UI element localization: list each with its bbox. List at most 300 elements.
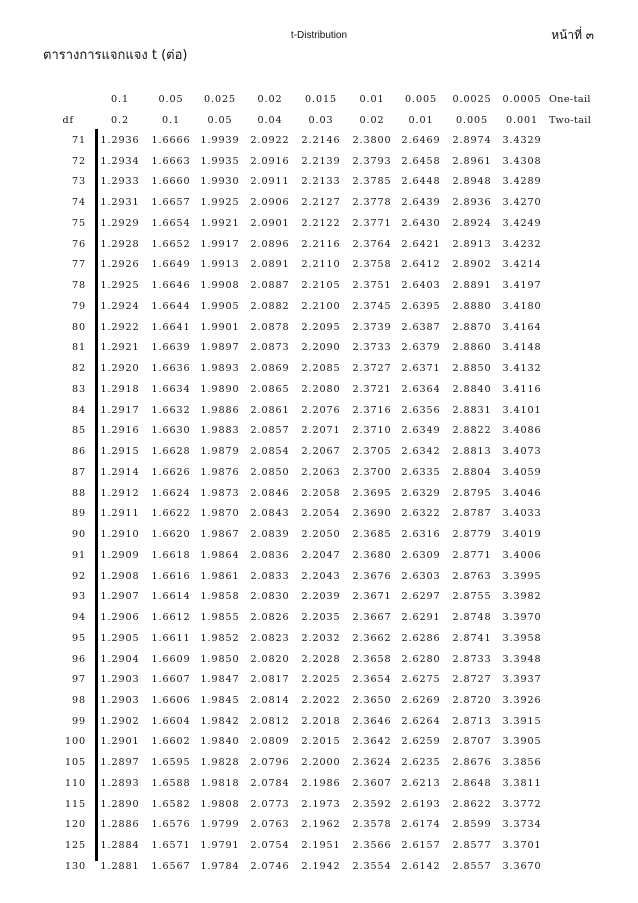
critical-value: 1.9935 — [200, 156, 240, 167]
critical-value: 3.4006 — [502, 550, 542, 561]
critical-value: 1.2929 — [100, 218, 140, 229]
critical-value: 1.2921 — [100, 342, 140, 353]
critical-value: 1.6604 — [151, 716, 191, 727]
critical-value: 1.2881 — [100, 861, 140, 872]
critical-value: 2.3662 — [352, 633, 392, 644]
critical-value: 2.2127 — [301, 197, 341, 208]
df-value: 110 — [64, 778, 86, 789]
critical-value: 1.2914 — [100, 467, 140, 478]
df-value: 92 — [71, 571, 86, 582]
critical-value: 2.6157 — [401, 840, 441, 851]
one-tail-alpha: 0.1 — [111, 94, 129, 105]
critical-value: 2.6356 — [401, 405, 441, 416]
critical-value: 1.6606 — [151, 695, 191, 706]
critical-value: 1.6652 — [151, 239, 191, 250]
critical-value: 1.9864 — [200, 550, 240, 561]
critical-value: 2.0865 — [250, 384, 290, 395]
critical-value: 2.2032 — [301, 633, 341, 644]
critical-value: 2.0820 — [250, 654, 290, 665]
df-value: 77 — [71, 259, 86, 270]
critical-value: 2.8840 — [452, 384, 492, 395]
df-value: 125 — [64, 840, 86, 851]
critical-value: 3.4249 — [502, 218, 542, 229]
critical-value: 2.0839 — [250, 529, 290, 540]
header-row-two-tail — [0, 114, 638, 128]
critical-value: 2.3566 — [352, 840, 392, 851]
critical-value: 1.2903 — [100, 674, 140, 685]
critical-value: 1.9828 — [200, 757, 240, 768]
critical-value: 1.9873 — [200, 488, 240, 499]
df-value: 130 — [64, 861, 86, 872]
critical-value: 1.2905 — [100, 633, 140, 644]
two-tail-alpha: 0.2 — [111, 115, 129, 126]
critical-value: 1.9890 — [200, 384, 240, 395]
critical-value: 1.9876 — [200, 467, 240, 478]
critical-value: 1.6660 — [151, 176, 191, 187]
critical-value: 1.6607 — [151, 674, 191, 685]
header-row-one-tail — [0, 93, 638, 107]
critical-value: 2.8763 — [452, 571, 492, 582]
critical-value: 2.8557 — [452, 861, 492, 872]
critical-value: 2.8748 — [452, 612, 492, 623]
critical-value: 2.2043 — [301, 571, 341, 582]
critical-value: 3.3970 — [502, 612, 542, 623]
df-value: 105 — [64, 757, 86, 768]
critical-value: 2.0850 — [250, 467, 290, 478]
critical-value: 2.3690 — [352, 508, 392, 519]
critical-value: 2.6329 — [401, 488, 441, 499]
critical-value: 2.6316 — [401, 529, 441, 540]
critical-value: 2.0901 — [250, 218, 290, 229]
critical-value: 2.0846 — [250, 488, 290, 499]
critical-value: 2.3785 — [352, 176, 392, 187]
critical-value: 2.8707 — [452, 736, 492, 747]
critical-value: 2.8622 — [452, 799, 492, 810]
critical-value: 1.2922 — [100, 322, 140, 333]
critical-value: 2.3758 — [352, 259, 392, 270]
critical-value: 2.2015 — [301, 736, 341, 747]
critical-value: 2.8902 — [452, 259, 492, 270]
critical-value: 2.6309 — [401, 550, 441, 561]
critical-value: 3.3905 — [502, 736, 542, 747]
critical-value: 2.2146 — [301, 135, 341, 146]
critical-value: 1.6571 — [151, 840, 191, 851]
critical-value: 2.0878 — [250, 322, 290, 333]
critical-value: 3.3856 — [502, 757, 542, 768]
critical-value: 2.3624 — [352, 757, 392, 768]
table-divider — [95, 129, 98, 861]
critical-value: 2.0896 — [250, 239, 290, 250]
df-value: 120 — [64, 819, 86, 830]
two-tail-alpha: 0.001 — [506, 115, 538, 126]
critical-value: 2.2080 — [301, 384, 341, 395]
critical-value: 2.6364 — [401, 384, 441, 395]
critical-value: 1.9791 — [200, 840, 240, 851]
critical-value: 2.6439 — [401, 197, 441, 208]
critical-value: 3.3670 — [502, 861, 542, 872]
critical-value: 1.2884 — [100, 840, 140, 851]
df-value: 84 — [71, 405, 86, 416]
critical-value: 1.6567 — [151, 861, 191, 872]
critical-value: 2.6395 — [401, 301, 441, 312]
critical-value: 2.0830 — [250, 591, 290, 602]
critical-value: 2.3716 — [352, 405, 392, 416]
critical-value: 2.0916 — [250, 156, 290, 167]
critical-value: 1.6614 — [151, 591, 191, 602]
two-tail-alpha: 0.1 — [162, 115, 180, 126]
critical-value: 2.8727 — [452, 674, 492, 685]
critical-value: 2.2035 — [301, 612, 341, 623]
critical-value: 3.4164 — [502, 322, 542, 333]
critical-value: 2.3800 — [352, 135, 392, 146]
table-subtitle: ตารางการแจกแจง t (ต่อ) — [43, 48, 188, 63]
critical-value: 2.1962 — [301, 819, 341, 830]
critical-value: 2.6430 — [401, 218, 441, 229]
critical-value: 1.9852 — [200, 633, 240, 644]
critical-value: 2.8720 — [452, 695, 492, 706]
df-value: 80 — [71, 322, 86, 333]
critical-value: 1.9921 — [200, 218, 240, 229]
critical-value: 2.0843 — [250, 508, 290, 519]
critical-value: 2.6335 — [401, 467, 441, 478]
critical-value: 1.2936 — [100, 135, 140, 146]
critical-value: 2.2028 — [301, 654, 341, 665]
critical-value: 1.2911 — [100, 508, 140, 519]
critical-value: 2.3676 — [352, 571, 392, 582]
critical-value: 2.8924 — [452, 218, 492, 229]
df-value: 83 — [71, 384, 86, 395]
critical-value: 2.3764 — [352, 239, 392, 250]
critical-value: 1.2917 — [100, 405, 140, 416]
critical-value: 2.0812 — [250, 716, 290, 727]
critical-value: 2.0823 — [250, 633, 290, 644]
critical-value: 2.0869 — [250, 363, 290, 374]
critical-value: 2.8755 — [452, 591, 492, 602]
critical-value: 3.3982 — [502, 591, 542, 602]
document-title: t-Distribution — [290, 30, 348, 41]
critical-value: 2.2139 — [301, 156, 341, 167]
critical-value: 1.2928 — [100, 239, 140, 250]
critical-value: 2.2054 — [301, 508, 341, 519]
df-value: 96 — [71, 654, 86, 665]
critical-value: 2.1942 — [301, 861, 341, 872]
critical-value: 1.9908 — [200, 280, 240, 291]
critical-value: 3.3734 — [502, 819, 542, 830]
critical-value: 2.6174 — [401, 819, 441, 830]
critical-value: 2.1951 — [301, 840, 341, 851]
two-tail-label: Two-tail — [549, 115, 592, 126]
critical-value: 1.6626 — [151, 467, 191, 478]
critical-value: 2.6469 — [401, 135, 441, 146]
critical-value: 2.3592 — [352, 799, 392, 810]
critical-value: 2.3793 — [352, 156, 392, 167]
critical-value: 2.3778 — [352, 197, 392, 208]
df-value: 82 — [71, 363, 86, 374]
df-value: 91 — [71, 550, 86, 561]
df-value: 81 — [71, 342, 86, 353]
table-row — [0, 860, 638, 874]
critical-value: 3.4059 — [502, 467, 542, 478]
critical-value: 1.6634 — [151, 384, 191, 395]
critical-value: 2.8860 — [452, 342, 492, 353]
one-tail-alpha: 0.01 — [359, 94, 385, 105]
critical-value: 1.6649 — [151, 259, 191, 270]
df-value: 100 — [64, 736, 86, 747]
critical-value: 1.9850 — [200, 654, 240, 665]
critical-value: 3.4308 — [502, 156, 542, 167]
critical-value: 2.2018 — [301, 716, 341, 727]
critical-value: 2.2110 — [301, 259, 341, 270]
one-tail-alpha: 0.005 — [405, 94, 437, 105]
critical-value: 2.2025 — [301, 674, 341, 685]
critical-value: 2.2000 — [301, 757, 341, 768]
critical-value: 3.3995 — [502, 571, 542, 582]
critical-value: 3.4289 — [502, 176, 542, 187]
critical-value: 2.8880 — [452, 301, 492, 312]
critical-value: 2.2122 — [301, 218, 341, 229]
critical-value: 1.6611 — [151, 633, 191, 644]
critical-value: 2.8961 — [452, 156, 492, 167]
critical-value: 1.6641 — [151, 322, 191, 333]
one-tail-alpha: 0.0005 — [502, 94, 542, 105]
critical-value: 3.3701 — [502, 840, 542, 851]
critical-value: 3.4073 — [502, 446, 542, 457]
critical-value: 2.2039 — [301, 591, 341, 602]
df-value: 97 — [71, 674, 86, 685]
critical-value: 2.8831 — [452, 405, 492, 416]
df-value: 86 — [71, 446, 86, 457]
critical-value: 2.8795 — [452, 488, 492, 499]
critical-value: 2.3685 — [352, 529, 392, 540]
critical-value: 2.6142 — [401, 861, 441, 872]
critical-value: 1.2933 — [100, 176, 140, 187]
critical-value: 2.0817 — [250, 674, 290, 685]
critical-value: 1.9913 — [200, 259, 240, 270]
critical-value: 3.4132 — [502, 363, 542, 374]
df-value: 71 — [71, 135, 86, 146]
critical-value: 2.2105 — [301, 280, 341, 291]
critical-value: 2.0809 — [250, 736, 290, 747]
critical-value: 1.6595 — [151, 757, 191, 768]
critical-value: 2.6322 — [401, 508, 441, 519]
critical-value: 2.3667 — [352, 612, 392, 623]
critical-value: 1.2925 — [100, 280, 140, 291]
critical-value: 1.9893 — [200, 363, 240, 374]
critical-value: 2.6421 — [401, 239, 441, 250]
critical-value: 3.4148 — [502, 342, 542, 353]
critical-value: 2.2095 — [301, 322, 341, 333]
df-value: 72 — [71, 156, 86, 167]
critical-value: 3.3948 — [502, 654, 542, 665]
critical-value: 1.2903 — [100, 695, 140, 706]
critical-value: 1.6646 — [151, 280, 191, 291]
critical-value: 2.8577 — [452, 840, 492, 851]
critical-value: 2.3671 — [352, 591, 392, 602]
critical-value: 2.8771 — [452, 550, 492, 561]
critical-value: 2.0836 — [250, 550, 290, 561]
critical-value: 2.2067 — [301, 446, 341, 457]
df-value: 99 — [71, 716, 86, 727]
critical-value: 1.6620 — [151, 529, 191, 540]
critical-value: 2.8787 — [452, 508, 492, 519]
critical-value: 2.2116 — [301, 239, 341, 250]
critical-value: 2.6297 — [401, 591, 441, 602]
critical-value: 3.4116 — [502, 384, 542, 395]
critical-value: 2.0922 — [250, 135, 290, 146]
critical-value: 1.2931 — [100, 197, 140, 208]
critical-value: 1.6624 — [151, 488, 191, 499]
critical-value: 1.9847 — [200, 674, 240, 685]
critical-value: 1.6582 — [151, 799, 191, 810]
critical-value: 2.3739 — [352, 322, 392, 333]
critical-value: 2.0826 — [250, 612, 290, 623]
critical-value: 2.0891 — [250, 259, 290, 270]
critical-value: 1.6636 — [151, 363, 191, 374]
critical-value: 3.4033 — [502, 508, 542, 519]
critical-value: 2.3727 — [352, 363, 392, 374]
critical-value: 1.9845 — [200, 695, 240, 706]
critical-value: 2.0746 — [250, 861, 290, 872]
critical-value: 2.6349 — [401, 425, 441, 436]
df-value: 75 — [71, 218, 86, 229]
critical-value: 2.3771 — [352, 218, 392, 229]
critical-value: 1.9886 — [200, 405, 240, 416]
critical-value: 2.0873 — [250, 342, 290, 353]
critical-value: 2.8936 — [452, 197, 492, 208]
critical-value: 2.8850 — [452, 363, 492, 374]
df-value: 115 — [64, 799, 86, 810]
critical-value: 2.6235 — [401, 757, 441, 768]
critical-value: 1.6609 — [151, 654, 191, 665]
critical-value: 1.6654 — [151, 218, 191, 229]
critical-value: 1.2886 — [100, 819, 140, 830]
critical-value: 1.9858 — [200, 591, 240, 602]
critical-value: 2.6264 — [401, 716, 441, 727]
critical-value: 1.6663 — [151, 156, 191, 167]
one-tail-label: One-tail — [549, 94, 591, 105]
critical-value: 1.9818 — [200, 778, 240, 789]
critical-value: 2.0854 — [250, 446, 290, 457]
critical-value: 2.3700 — [352, 467, 392, 478]
critical-value: 2.6387 — [401, 322, 441, 333]
df-value: 90 — [71, 529, 86, 540]
critical-value: 1.6657 — [151, 197, 191, 208]
critical-value: 2.6275 — [401, 674, 441, 685]
critical-value: 3.4329 — [502, 135, 542, 146]
critical-value: 3.3958 — [502, 633, 542, 644]
two-tail-alpha: 0.005 — [456, 115, 488, 126]
one-tail-alpha: 0.02 — [257, 94, 283, 105]
critical-value: 1.2934 — [100, 156, 140, 167]
one-tail-alpha: 0.05 — [158, 94, 184, 105]
critical-value: 2.3642 — [352, 736, 392, 747]
critical-value: 2.3680 — [352, 550, 392, 561]
critical-value: 1.2893 — [100, 778, 140, 789]
critical-value: 1.6628 — [151, 446, 191, 457]
critical-value: 2.8913 — [452, 239, 492, 250]
critical-value: 2.6291 — [401, 612, 441, 623]
critical-value: 3.4270 — [502, 197, 542, 208]
two-tail-alpha: 0.04 — [257, 115, 283, 126]
critical-value: 1.9917 — [200, 239, 240, 250]
critical-value: 1.2904 — [100, 654, 140, 665]
critical-value: 2.8599 — [452, 819, 492, 830]
critical-value: 1.9930 — [200, 176, 240, 187]
critical-value: 1.2910 — [100, 529, 140, 540]
critical-value: 1.9939 — [200, 135, 240, 146]
critical-value: 3.3926 — [502, 695, 542, 706]
page-number: หน้าที่ ๓ — [551, 28, 594, 42]
critical-value: 1.9925 — [200, 197, 240, 208]
critical-value: 1.6616 — [151, 571, 191, 582]
critical-value: 3.4232 — [502, 239, 542, 250]
critical-value: 2.6342 — [401, 446, 441, 457]
critical-value: 1.9855 — [200, 612, 240, 623]
critical-value: 1.9897 — [200, 342, 240, 353]
critical-value: 2.8676 — [452, 757, 492, 768]
critical-value: 1.9808 — [200, 799, 240, 810]
critical-value: 2.8870 — [452, 322, 492, 333]
critical-value: 1.6576 — [151, 819, 191, 830]
critical-value: 2.0911 — [250, 176, 290, 187]
critical-value: 3.3937 — [502, 674, 542, 685]
one-tail-alpha: 0.025 — [204, 94, 236, 105]
critical-value: 1.9901 — [200, 322, 240, 333]
critical-value: 2.3695 — [352, 488, 392, 499]
critical-value: 2.8779 — [452, 529, 492, 540]
critical-value: 1.2897 — [100, 757, 140, 768]
critical-value: 1.2916 — [100, 425, 140, 436]
critical-value: 2.3578 — [352, 819, 392, 830]
critical-value: 1.2909 — [100, 550, 140, 561]
critical-value: 2.2133 — [301, 176, 341, 187]
critical-value: 2.3745 — [352, 301, 392, 312]
critical-value: 2.8713 — [452, 716, 492, 727]
df-value: 93 — [71, 591, 86, 602]
critical-value: 1.2906 — [100, 612, 140, 623]
critical-value: 2.0861 — [250, 405, 290, 416]
critical-value: 1.2912 — [100, 488, 140, 499]
critical-value: 2.3721 — [352, 384, 392, 395]
critical-value: 1.9879 — [200, 446, 240, 457]
critical-value: 1.9784 — [200, 861, 240, 872]
critical-value: 2.1973 — [301, 799, 341, 810]
critical-value: 2.6286 — [401, 633, 441, 644]
critical-value: 2.2050 — [301, 529, 341, 540]
critical-value: 2.6371 — [401, 363, 441, 374]
critical-value: 2.6458 — [401, 156, 441, 167]
df-value: 79 — [71, 301, 86, 312]
two-tail-alpha: 0.01 — [408, 115, 434, 126]
critical-value: 1.6644 — [151, 301, 191, 312]
df-value: 98 — [71, 695, 86, 706]
critical-value: 1.9905 — [200, 301, 240, 312]
critical-value: 2.6448 — [401, 176, 441, 187]
df-value: 85 — [71, 425, 86, 436]
df-value: 87 — [71, 467, 86, 478]
critical-value: 1.6666 — [151, 135, 191, 146]
critical-value: 2.2076 — [301, 405, 341, 416]
df-value: 88 — [71, 488, 86, 499]
critical-value: 2.3751 — [352, 280, 392, 291]
critical-value: 3.3772 — [502, 799, 542, 810]
critical-value: 1.9867 — [200, 529, 240, 540]
critical-value: 2.0814 — [250, 695, 290, 706]
critical-value: 2.2090 — [301, 342, 341, 353]
critical-value: 2.2085 — [301, 363, 341, 374]
df-value: 73 — [71, 176, 86, 187]
critical-value: 1.2926 — [100, 259, 140, 270]
